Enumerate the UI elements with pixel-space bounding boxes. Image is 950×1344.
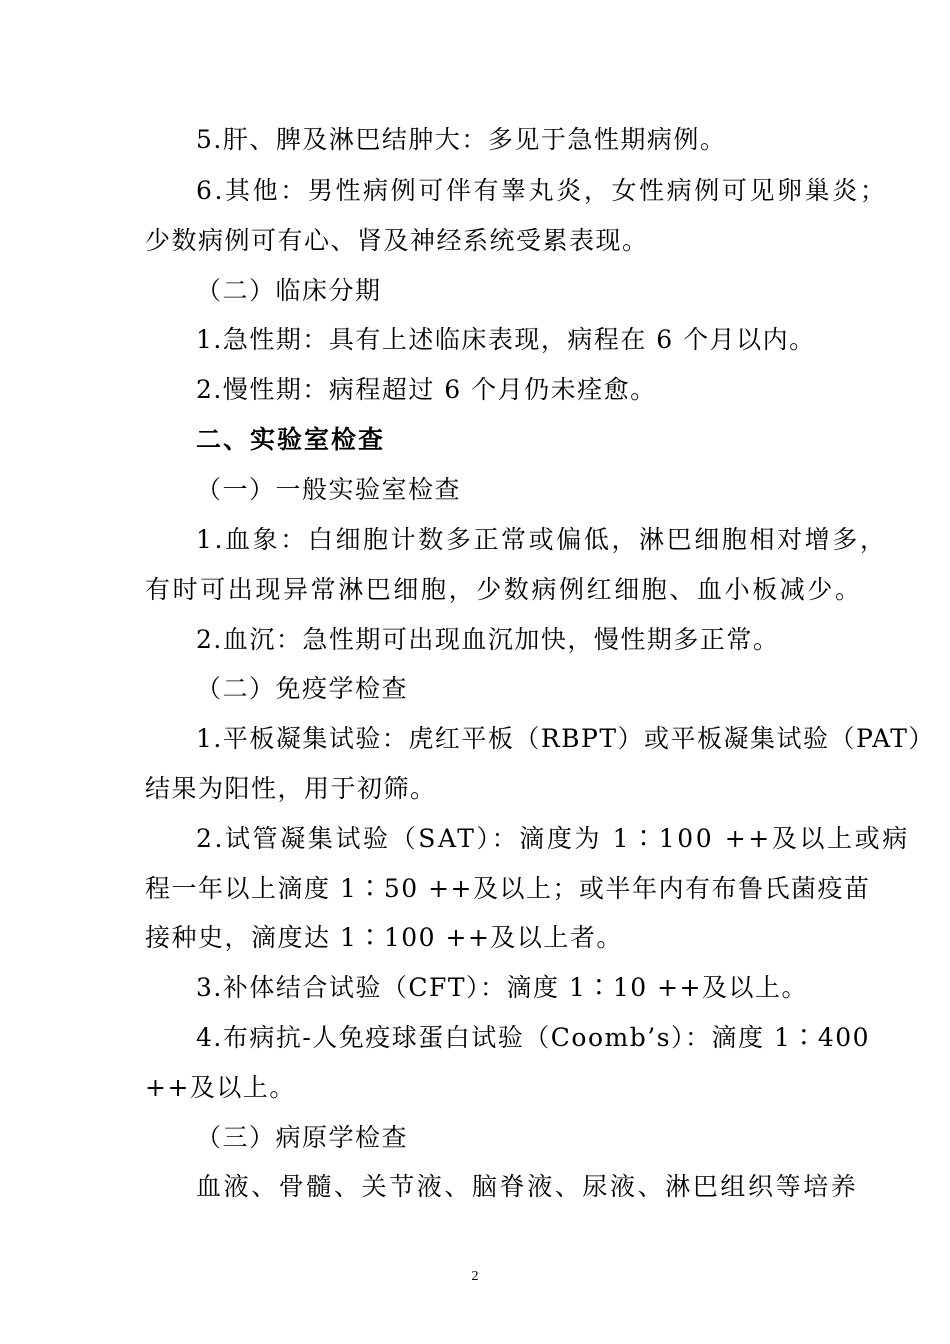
paragraph-line: 3.补体结合试验（CFT）：滴度 1∶10 ++及以上。 [196, 973, 809, 1002]
section-heading: （二）免疫学检查 [196, 674, 409, 703]
paragraph-line: 2.试管凝集试验（SAT）：滴度为 1∶100 ++及以上或病 [196, 824, 910, 853]
paragraph-line: 有时可出现异常淋巴细胞，少数病例红细胞、血小板减少。 [145, 575, 863, 604]
page-number: 2 [471, 1269, 479, 1284]
paragraph-line: 2.慢性期：病程超过 6 个月仍未痊愈。 [196, 375, 657, 404]
paragraph-line: 2.血沉：急性期可出现血沉加快，慢性期多正常。 [196, 625, 780, 654]
paragraph-line: 4.布病抗-人免疫球蛋白试验（Coomb’s）：滴度 1∶400 [196, 1023, 871, 1052]
chapter-heading: 二、实验室检查 [196, 425, 386, 454]
section-heading: （一）一般实验室检查 [196, 475, 462, 504]
paragraph-line: 6.其他：男性病例可伴有睾丸炎，女性病例可见卵巢炎； [196, 176, 888, 205]
paragraph-line: 1.血象：白细胞计数多正常或偏低，淋巴细胞相对增多， [196, 525, 888, 554]
paragraph-line: 结果为阳性，用于初筛。 [145, 774, 437, 803]
paragraph-line: 1.平板凝集试验：虎红平板（RBPT）或平板凝集试验（PAT） [196, 724, 935, 753]
paragraph-line: 程一年以上滴度 1∶50 ++及以上；或半年内有布鲁氏菌疫苗 [145, 874, 871, 903]
paragraph-line: 血液、骨髓、关节液、脑脊液、尿液、淋巴组织等培养 [196, 1172, 859, 1201]
section-heading: （三）病原学检查 [196, 1123, 409, 1152]
paragraph-line: 5.肝、脾及淋巴结肿大：多见于急性期病例。 [196, 125, 727, 154]
paragraph-line: 少数病例可有心、肾及神经系统受累表现。 [145, 226, 649, 255]
paragraph-line: 接种史，滴度达 1∶100 ++及以上者。 [145, 923, 623, 952]
paragraph-line: 1.急性期：具有上述临床表现，病程在 6 个月以内。 [196, 325, 816, 354]
section-heading: （二）临床分期 [196, 276, 382, 305]
paragraph-line: ++及以上。 [145, 1073, 296, 1102]
